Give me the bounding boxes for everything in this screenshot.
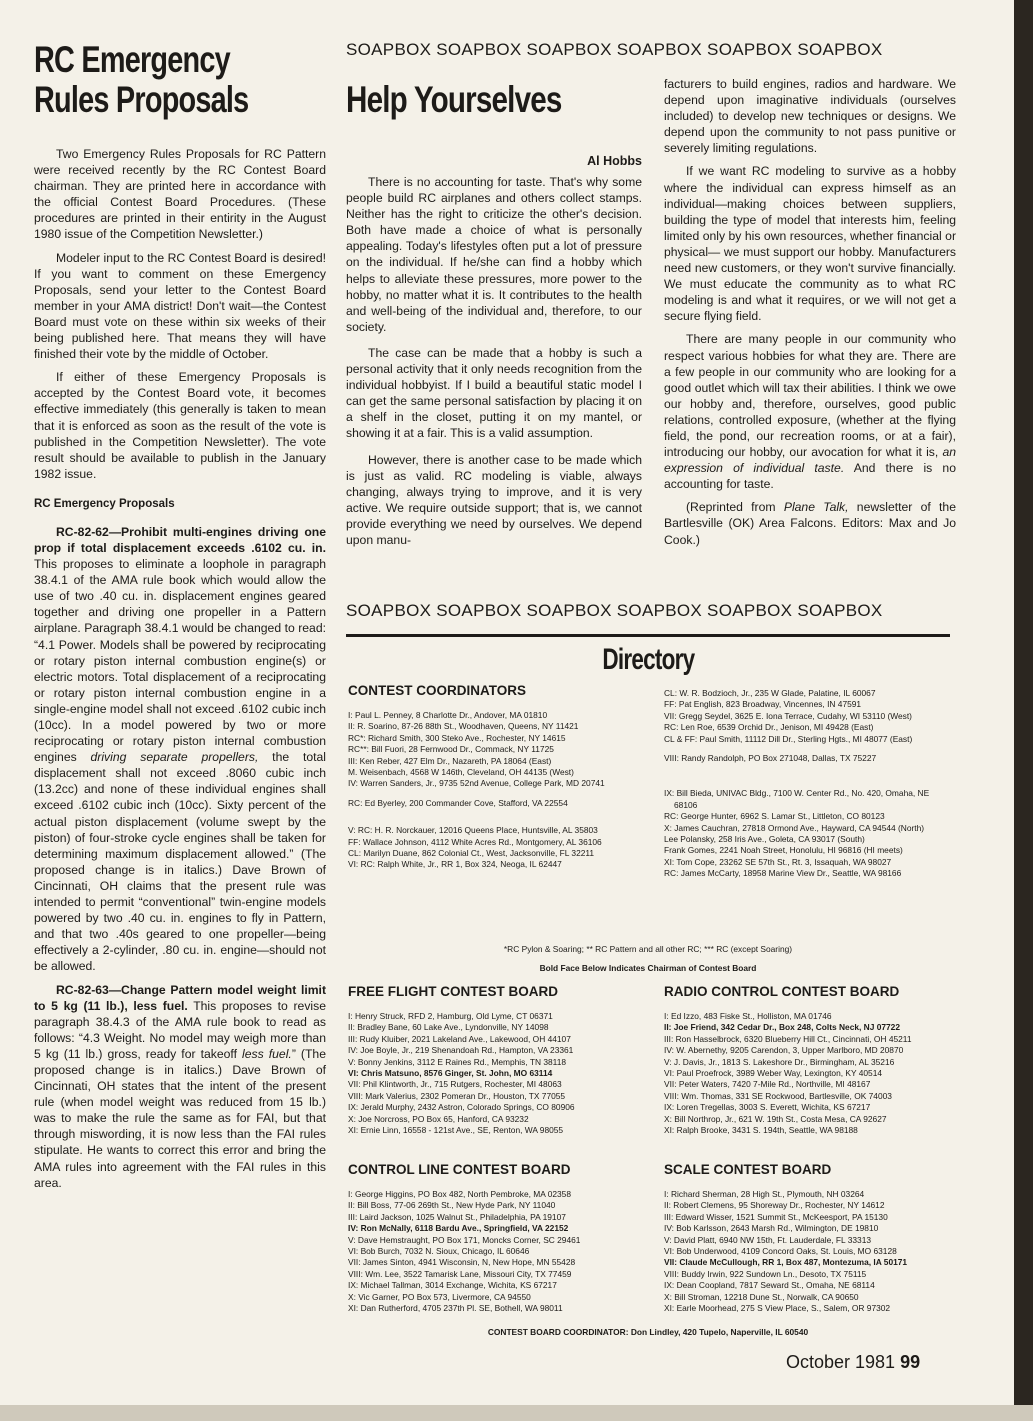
list-item: VI: Bob Burch, 7032 N. Sioux, Chicago, IL 60646 — [348, 1246, 530, 1257]
list-item: XI: Dan Rutherford, 4705 237th Pl. SE, Bothell, WA 98011 — [348, 1303, 563, 1314]
free-flight-heading: FREE FLIGHT CONTEST BOARD — [348, 984, 558, 999]
list-item: M. Weisenbach, 4568 W 146th, Cleveland, OH 44135 (West) — [348, 767, 574, 778]
list-item: IX: Michael Tallman, 3014 Exchange, Wichita, KS 67217 — [348, 1280, 557, 1291]
list-item: V: David Platt, 6940 NW 15th, Ft. Lauderdale, FL 33313 — [664, 1234, 872, 1245]
list-item: VII: Peter Waters, 7420 7-Mile Rd., Northville, MI 48167 — [664, 1079, 871, 1090]
article-title: RC Emergency Rules Proposals — [34, 39, 249, 120]
page-number: 99 — [900, 1352, 921, 1372]
proposal-rc-82-62: RC-82-62—Prohibit multi-engines driving one prop if total displacement exceeds .6102 cu. in. This proposes to eliminate a loophole in paragraph 38.4.1 of the AMA rule book which would allow the use of two .40 cu. in. displacement engines geared together and driving one propeller in a Pattern airplane. Paragraph 38.4.1 would be changed to read: “4.1 Power. Models shall be powered by reciprocating or rotary piston internal combustion engine(s) or electric motors. Total displacement of a reciprocating or rotary piston internal combustion engine in a single-engine model shall not exceed .6102 cubic inch (10cc). In a model powered by two or more reciprocating or rotary piston internal combustion engines driving separate propellers, the total displacement shall not exceed .8060 cubic inch (13.2cc) and none of these individual engines shall exceed .6102 cubic inch (10cc). Sixty percent of the actual piston displacement (volume swept by the piston) of four-stroke cycle engines shall be taken for determining maximum displacement allowed.” (The proposed change is in italics.) Dave Brown of Cincinnati, OH claims that the present rule was intended to permit “conventional” twin-engine models powered by two .40 cu. in. engines to fly in Pattern, and that two .40s geared to one propeller—being effectively a 2-cylinder, .80 cu. in. engine—should not be allowed. — [34, 524, 327, 974]
list-item: III: Ron Hasselbrock, 6320 Blueberry Hill Ct., Cincinnati, OH 45211 — [664, 1033, 912, 1044]
soapbox-paragraph-4: facturers to build engines, radios and hardware. We depend upon imaginative individuals (ourselves included) to develop new techniques or designs. We depend upon the community to not pass punitive or severely limiting regulations. — [664, 77, 956, 156]
directory-notes — [346, 944, 950, 975]
list-item-chairman: IV: Ron McNally, 6118 Bardu Ave., Springfield, VA 22152 — [348, 1223, 569, 1234]
list-item: X: Vic Garner, PO Box 573, Livermore, CA 94550 — [348, 1291, 531, 1302]
list-item: I: Henry Struck, RFD 2, Hamburg, Old Lyme, CT 06371 — [348, 1011, 553, 1021]
list-item: Lee Polansky, 258 Iris Ave., Goleta, CA 93017 (South) — [664, 834, 865, 845]
list-item: RC**: Bill Fuori, 28 Fernwood Dr., Commack, NY 11725 — [348, 744, 554, 755]
soapbox-paragraph-6: There are many people in our community who respect various hobbies for what they are. There are a few people in our community who are looking for a good outlet which will tax their abilities. I think we owe our hobby and, therefore, ourselves, good public relations, controlled exposure, (whether at the flying field, the pond, our recreation rooms, or at a fair), introducing our hobby, our avocation for what it is, an expression of individual taste. And there is no accounting for taste. — [664, 332, 957, 492]
scale-heading: SCALE CONTEST BOARD — [664, 1162, 832, 1177]
list-item: VIII: Wm. Lee, 3522 Tamarisk Lane, Missouri City, TX 77459 — [348, 1268, 572, 1279]
board-coordinator: CONTEST BOARD COORDINATOR: Don Lindley, 420 Tupelo, Naperville, IL 60540 — [487, 1327, 809, 1337]
soapbox-column-2 — [664, 76, 956, 555]
intro-paragraph-2: Modeler input to the RC Contest Board is desired! If you want to comment on these Emergency Proposals, send your letter to the Contest Board member in your AMA district! Don't wait—the Contest Board must vote on these within six weeks of their being published here. That means they will have finished their vote by the middle of October. — [34, 250, 326, 362]
list-item: V: RC: H. R. Norckauer, 12016 Queens Place, Huntsville, AL 35803 — [348, 825, 598, 836]
list-item: VII: James Sinton, 4941 Wisconsin, N, New Hope, MN 55428 — [348, 1257, 576, 1268]
list-item: VIII: Randy Randolph, PO Box 271048, Dallas, TX 75227 — [664, 753, 877, 764]
scale-board — [664, 1162, 954, 1314]
list-item: IX: Dean Coopland, 7817 Seward St., Omaha, NE 68114 — [664, 1280, 875, 1291]
soapbox-author: Al Hobbs — [587, 154, 642, 168]
list-item: VI: Bob Underwood, 4109 Concord Oaks, St. Louis, MO 63128 — [664, 1246, 897, 1257]
left-column — [34, 40, 326, 1198]
directory-title-wrap — [346, 643, 950, 677]
directory-title: Directory — [601, 643, 695, 676]
list-item: II: R. Soarino, 87-26 88th St., Woodhaven, Queens, NY 11421 — [348, 721, 579, 732]
list-item: VI: RC: Ralph White, Jr., RR 1, Box 324, Neoga, IL 62447 — [348, 859, 562, 870]
intro-paragraph-1: Two Emergency Rules Proposals for RC Pattern were received recently by the RC Contest Board chairman. They are printed here in accordance with the official Contest Board Procedures. (These procedures are printed in their entirity in the August 1980 issue of the Competition Newsletter.) — [34, 147, 326, 242]
issue-date: October 1981 — [786, 1352, 896, 1372]
soapbox-paragraph-5: If we want RC modeling to survive as a hobby where the individual can express himself as an individual—making choices between suppliers, building the type of model that interests him, feeling limited only by his own resources, whether financial or physical— we must support our hobby. Manufacturers need new customers, or they won't survive financially. We must educate the community as to what RC modeling is and what it requires, or we will not get a secure flying field. — [664, 164, 956, 324]
soapbox-paragraph-3: However, there is another case to be made which is just as valid. RC modeling is viable, always changing, always trying to improve, and it is very active. We require outside support; that is, we cannot provide everything we need by ourselves. We depend upon manu- — [346, 452, 642, 547]
list-item: I: George Higgins, PO Box 482, North Pembroke, MA 02358 — [348, 1189, 571, 1199]
list-item: IV: Warren Sanders, Jr., 9735 52nd Avenue, College Park, MD 20741 — [348, 778, 605, 789]
free-flight-board — [348, 984, 648, 1136]
list-item: III: Rudy Kluiber, 2021 Lakeland Ave., Lakewood, OH 44107 — [348, 1033, 571, 1044]
radio-control-board — [664, 984, 954, 1136]
list-item: V: Bonny Jenkins, 3112 E Raines Rd., Memphis, TN 38118 — [348, 1056, 567, 1067]
list-item: IX: Loren Tregellas, 3003 S. Everett, Wichita, KS 67217 — [664, 1102, 871, 1113]
list-item: VIII: Mark Valerius, 2302 Pomeran Dr., Houston, TX 77055 — [348, 1090, 566, 1101]
list-item: Frank Gomes, 2241 Noah Street, Honolulu, HI 96816 (HI meets) — [664, 845, 903, 856]
list-item: IX: Jerald Murphy, 2432 Astron, Colorado Springs, CO 80906 — [348, 1102, 575, 1113]
list-item: III: Laird Jackson, 1025 Walnut St., Philadelphia, PA 19107 — [348, 1211, 566, 1222]
list-item-chairman: II: Joe Friend, 342 Cedar Dr., Box 248, Colts Neck, NJ 07722 — [664, 1022, 900, 1033]
list-item: CL & FF: Paul Smith, 11112 Dill Dr., Sterling Hgts., MI 48077 (East) — [664, 733, 913, 744]
soapbox-title: Help Yourselves — [346, 79, 562, 120]
list-item: I: Richard Sherman, 28 High St., Plymouth, NH 03264 — [664, 1189, 865, 1199]
soapbox-column-1 — [346, 80, 642, 555]
list-item-chairman: VII: Claude McCullough, RR 1, Box 487, Montezuma, IA 50171 — [664, 1257, 908, 1268]
bold-face-note: Bold Face Below Indicates Chairman of Contest Board — [539, 963, 757, 974]
soapbox-banner-bottom: SOAPBOX SOAPBOX SOAPBOX SOAPBOX SOAPBOX SOAPBOX — [346, 601, 883, 620]
list-item: VI: Paul Proefrock, 3989 Weber Way, Lexington, KY 40514 — [664, 1068, 883, 1079]
control-line-board — [348, 1162, 648, 1314]
page-bottom-edge — [0, 1405, 1033, 1421]
list-item: II: Bill Boss, 77-06 269th St., New Hyde Park, NY 11040 — [348, 1200, 556, 1211]
soapbox-paragraph-1: There is no accounting for taste. That's why some people build RC airplanes and others collect stamps. Neither has the right to criticize the other's decision. Both have made a choice of what is personally appealing. Today's lifestyles often put a lot of pressure on the individual. If he/she can find a hobby which helps to alleviate these pressures, more power to the hobby, no matter what it is. It contributes to the health and well-being of the individual and, therefore, to our society. — [346, 175, 642, 334]
control-line-heading: CONTROL LINE CONTEST BOARD — [348, 1162, 571, 1177]
list-item: V: J. Davis, Jr., 1813 S. Lakeshore Dr., Birmingham, AL 35216 — [664, 1056, 895, 1067]
list-item: RC*: Richard Smith, 300 Steko Ave., Rochester, NY 14615 — [348, 732, 566, 743]
list-item: RC: Ed Byerley, 200 Commander Cove, Stafford, VA 22554 — [348, 797, 568, 808]
list-item: XI: Ralph Brooke, 3431 S. 194th, Seattle, WA 98188 — [664, 1125, 858, 1136]
list-item: RC: James McCarty, 18958 Marine View Dr., Seattle, WA 98166 — [664, 868, 902, 879]
list-item-chairman: VI: Chris Matsuno, 8576 Ginger, St. John, MO 63114 — [348, 1068, 553, 1079]
subhead-emergency-proposals: RC Emergency Proposals — [34, 497, 175, 510]
list-item: CL: Marilyn Duane, 862 Colonial Ct., West, Jacksonville, FL 32211 — [348, 848, 595, 859]
list-item: VIII: Wm. Thomas, 331 SE Rockwood, Bartlesville, OK 74003 — [664, 1090, 892, 1101]
list-item: X: Joe Norcross, PO Box 65, Hanford, CA 93232 — [348, 1113, 529, 1124]
list-item: X: Bill Northrop, Jr., 621 W. 19th St., Costa Mesa, CA 92627 — [664, 1113, 887, 1124]
list-item: XI: Ernie Linn, 16558 - 121st Ave., SE, Renton, WA 98055 — [348, 1125, 564, 1136]
radio-control-heading: RADIO CONTROL CONTEST BOARD — [664, 984, 900, 999]
list-item: V: Dave Hemstraught, PO Box 171, Moncks Corner, SC 29461 — [348, 1234, 581, 1245]
list-item: IV: Joe Boyle, Jr., 219 Shenandoah Rd., Hampton, VA 23361 — [348, 1045, 574, 1056]
list-item: X: James Cauchran, 27818 Ormond Ave., Hayward, CA 94544 (North) — [664, 822, 925, 833]
list-item: XI: Tom Cope, 23262 SE 57th St., Rt. 3, Issaquah, WA 98027 — [664, 856, 892, 867]
intro-paragraph-3: If either of these Emergency Proposals is accepted by the Contest Board vote, it becomes effective immediately (this generally is taken to mean that it is enforced as soon as the result of the vote is published in the Competition Newsletter). The vote result should be available to publish in the January 1982 issue. — [34, 370, 326, 481]
list-item: FF: Pat English, 823 Broadway, Vincennes, IN 47591 — [664, 699, 862, 710]
soapbox-reprint-note: (Reprinted from Plane Talk, newsletter of the Bartlesville (OK) Area Falcons. Editors: Max and Jo Cook.) — [664, 500, 956, 547]
list-item: II: Robert Clemens, 95 Shoreway Dr., Rochester, NY 14612 — [664, 1200, 885, 1211]
list-item: XI: Earle Moorhead, 275 S View Place, S., Salem, OR 97302 — [664, 1303, 891, 1314]
list-item: CL: W. R. Bodzioch, Jr., 235 W Glade, Palatine, IL 60067 — [664, 688, 876, 698]
page-footer — [786, 1352, 920, 1373]
contest-coordinators-heading: CONTEST COORDINATORS — [348, 683, 527, 698]
page-edge-shadow — [1014, 0, 1033, 1421]
soapbox-banner-top: SOAPBOX SOAPBOX SOAPBOX SOAPBOX SOAPBOX SOAPBOX — [346, 40, 883, 59]
list-item: VIII: Buddy Irwin, 922 Sundown Ln., Desoto, TX 75115 — [664, 1268, 867, 1279]
list-item: VII: Phil Klintworth, Jr., 715 Rutgers, Rochester, MI 48063 — [348, 1079, 562, 1090]
list-item: I: Paul L. Penney, 8 Charlotte Dr., Andover, MA 01810 — [348, 710, 548, 720]
list-item: RC: George Hunter, 6962 S. Lamar St., Littleton, CO 80123 — [664, 811, 885, 822]
soapbox-paragraph-2: The case can be made that a hobby is such a personal activity that it only needs recognition from the individual hobbyist. If I build a beautiful static model I can get the same personal satisfaction by placing it on a shelf in the closet, putting it on my mantel, or showing it at a fair. This is a valid assumption. — [346, 345, 642, 441]
directory-rule — [346, 634, 950, 637]
list-item: X: Bill Stroman, 12218 Dune St., Norwalk, CA 90650 — [664, 1291, 859, 1302]
contest-coordinators-right — [664, 688, 954, 880]
list-item: III: Ken Reber, 427 Elm Dr., Nazareth, PA 18064 (East) — [348, 755, 552, 766]
list-item: VII: Gregg Seydel, 3625 E. Iona Terrace, Cudahy, WI 53110 (West) — [664, 710, 912, 721]
list-item: IV: Bob Karlsson, 2643 Marsh Rd., Wilmington, DE 19810 — [664, 1223, 879, 1234]
proposal-rc-82-63: RC-82-63—Change Pattern model weight limit to 5 kg (11 lb.), less fuel. This proposes to revise paragraph 38.4.3 of the AMA rule book to read as follows: “4.3 Weight. No model may weigh more than 5 kg (11 lb.) gross, ready for takeoff less fuel.” (The proposed change is in italics.) Dave Brown of Cincinnati, OH states that the intent of the present rule (when model weight was reduced from 15 lb.) was to make the rule the same as for FAI, but that through miswording, it is now less than the FAI rules stipulate. He wants to correct this error and bring the AMA rules into agreement with the FAI rules in this area. — [34, 982, 326, 1190]
contest-coordinators-left — [348, 683, 644, 871]
list-item: I: Ed Izzo, 483 Fiske St., Holliston, MA 01746 — [664, 1011, 832, 1021]
list-item: II: Bradley Bane, 60 Lake Ave., Lyndonville, NY 14098 — [348, 1022, 549, 1033]
list-item: IX: Bill Bieda, UNIVAC Bldg., 7100 W. Center Rd., No. 420, Omaha, NE 68106 — [664, 788, 930, 810]
coordinator-footnote: *RC Pylon & Soaring; ** RC Pattern and all other RC; *** RC (except Soaring) — [503, 944, 793, 954]
list-item: III: Edward Wisser, 1521 Summit St., McKeesport, PA 15130 — [664, 1211, 888, 1222]
list-item: RC: Len Roe, 6539 Orchid Dr., Jenison, MI 49428 (East) — [664, 722, 874, 733]
list-item: IV: W. Abernethy, 9205 Carendon, 3, Upper Marlboro, MD 20870 — [664, 1045, 904, 1056]
list-item: FF: Wallace Johnson, 4112 White Acres Rd., Montgomery, AL 36106 — [348, 836, 602, 847]
